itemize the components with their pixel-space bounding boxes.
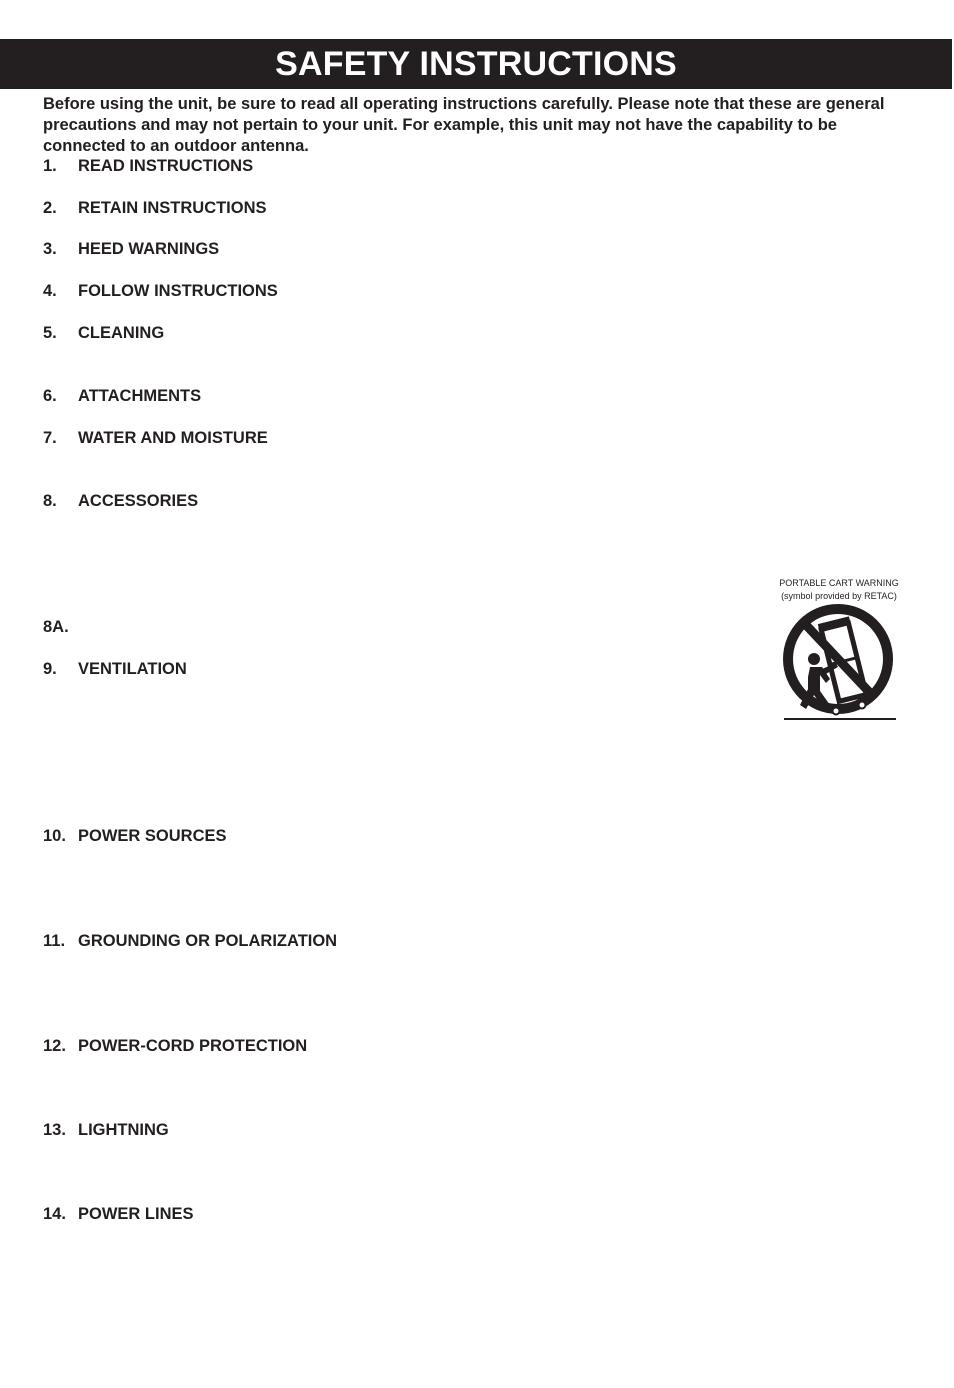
item-number: 4. [43,282,57,300]
item-label: ACCESSORIES [78,492,199,510]
item-power-sources [43,826,227,847]
item-ventilation [43,659,187,680]
item-number: 5. [43,324,57,342]
item-number: 1. [43,157,57,175]
cart-warning-caption-source: (symbol provided by RETAC) [781,590,897,601]
item-label: VENTILATION [78,660,187,678]
item-label: CLEANING [78,324,165,342]
cart-warning-caption-title: PORTABLE CART WARNING [779,578,899,588]
item-number: 6. [43,387,57,405]
item-label: LIGHTNING [78,1121,169,1139]
item-number: 8. [43,492,57,510]
item-number: 14. [43,1205,66,1223]
item-heed-warnings [43,239,219,260]
item-number: 3. [43,240,57,258]
intro-paragraph: Before using the unit, be sure to read all operating instructions carefully. Please note that these are general precautions and may not pertain to your unit. For example, this unit may not have the capability to be connected to an outdoor antenna. [43,95,885,155]
item-power-lines [43,1204,194,1225]
page-title: SAFETY INSTRUCTIONS [275,45,677,83]
item-label: ATTACHMENTS [78,387,202,405]
item-number: 12. [43,1037,66,1055]
item-retain-instructions [43,198,267,219]
item-lightning [43,1120,169,1141]
item-number: 13. [43,1121,66,1139]
item-number: 11. [43,932,66,950]
title-bar [0,39,952,89]
item-label: RETAIN INSTRUCTIONS [78,199,267,217]
item-grounding-or-polarization [43,931,337,952]
item-cleaning [43,323,164,344]
item-attachments [43,386,201,407]
portable-cart-warning [772,577,906,723]
item-number: 2. [43,199,57,217]
item-number: 10. [43,827,66,845]
item-label: WATER AND MOISTURE [78,429,268,447]
item-label: POWER SOURCES [78,827,227,845]
item-8a [43,617,78,638]
item-label: GROUNDING OR POLARIZATION [78,932,338,950]
item-label: POWER LINES [78,1205,194,1223]
item-follow-instructions [43,281,278,302]
item-label: HEED WARNINGS [78,240,220,258]
item-number: 8A. [43,618,69,636]
item-number: 7. [43,429,57,447]
portable-cart-warning-icon [778,601,900,721]
item-label: READ INSTRUCTIONS [78,157,254,175]
item-power-cord-protection [43,1036,307,1057]
item-label: POWER-CORD PROTECTION [78,1037,308,1055]
item-water-and-moisture [43,428,268,449]
item-label: FOLLOW INSTRUCTIONS [78,282,278,300]
item-read-instructions [43,156,253,177]
item-number: 9. [43,660,57,678]
item-accessories [43,491,198,512]
